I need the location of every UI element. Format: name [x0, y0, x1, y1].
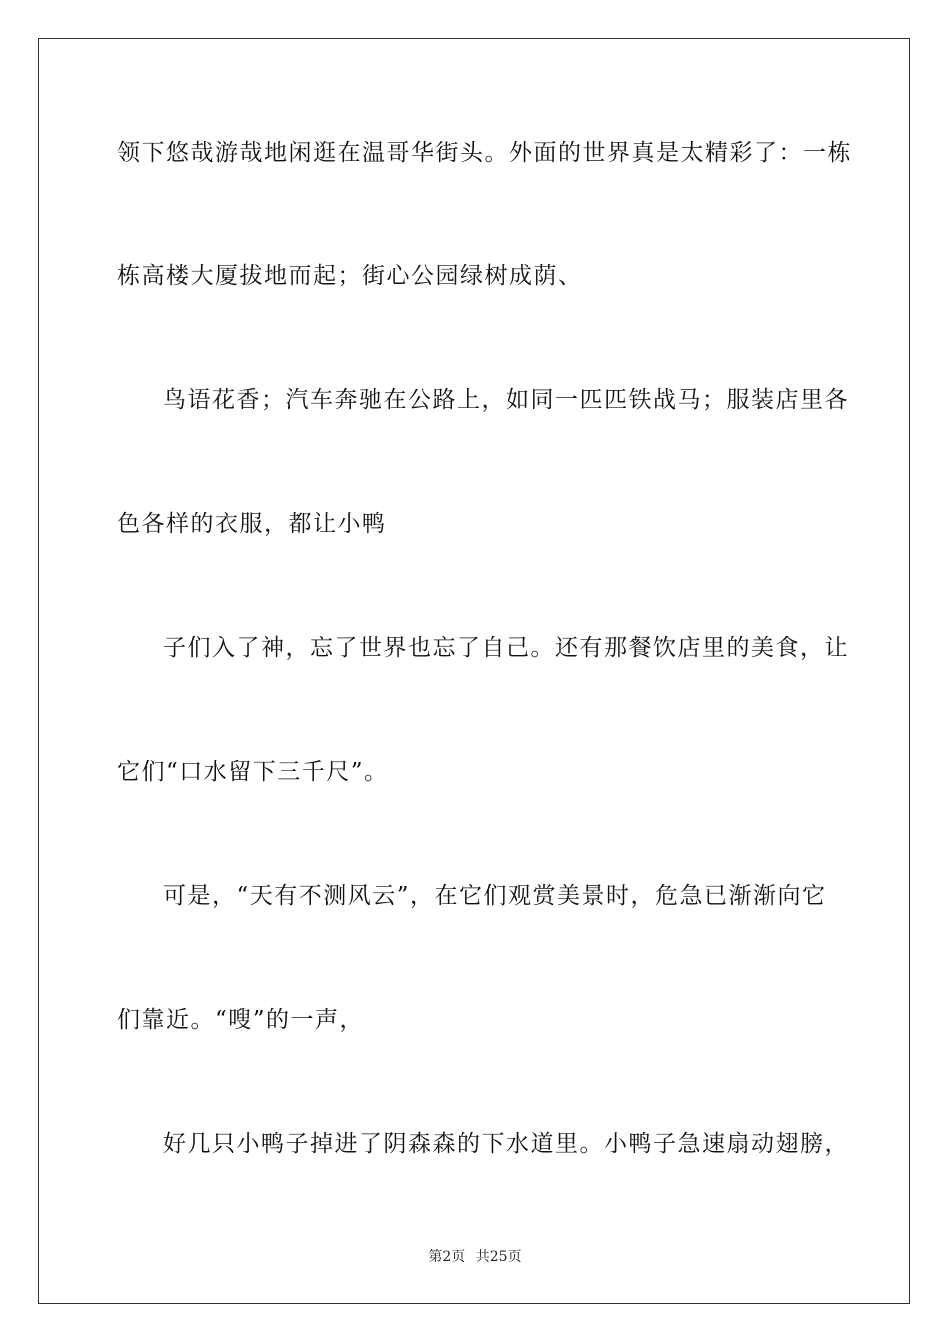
body-line-4: 色各样的衣服，都让小鸭	[117, 511, 387, 537]
total-pages: 共25页	[475, 1249, 522, 1265]
body-line-2: 栋高楼大厦拔地而起；街心公园绿树成荫、	[117, 263, 583, 289]
page-number: 第2页	[428, 1249, 466, 1265]
body-line-3: 鸟语花香；汽车奔驰在公路上，如同一匹匹铁战马；服装店里各	[163, 387, 849, 413]
page-footer	[0, 1246, 950, 1266]
body-line-5: 子们入了神，忘了世界也忘了自己。还有那餐饮店里的美食，让	[163, 635, 849, 661]
page-border	[38, 38, 910, 1304]
body-line-9: 好几只小鸭子掉进了阴森森的下水道里。小鸭子急速扇动翅膀，	[163, 1131, 849, 1157]
body-line-8: 们靠近。“嗖”的一声，	[117, 1007, 365, 1033]
body-line-1: 领下悠哉游哉地闲逛在温哥华街头。外面的世界真是太精彩了：一栋	[117, 140, 852, 166]
body-line-7: 可是，“天有不测风云”，在它们观赏美景时，危急已渐渐向它	[163, 883, 827, 909]
body-line-6: 它们“口水留下三千尺”。	[117, 759, 389, 785]
